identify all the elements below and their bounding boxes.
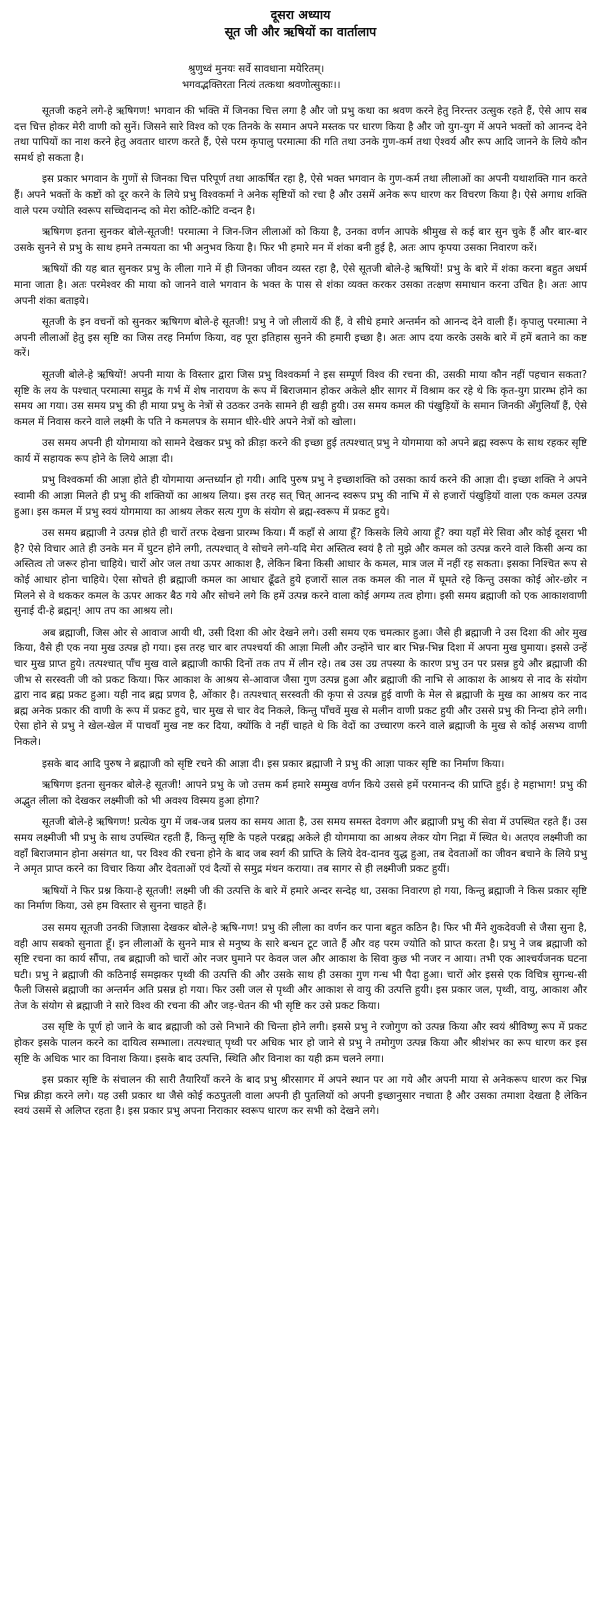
paragraph: उस सृष्टि के पूर्ण हो जाने के बाद ब्रह्माजी को उसे निभाने की चिन्ता होने लगी। इससे प्रभु ने रजोगुण को उत्पन्न किया और स्वयं श्रीविष्णु रूप में प्रकट होकर इसके पालन करने का दायित्व सम्भाला। तत्पश्चात् पृथ्वी पर अधिक भार हो जाने से प्रभु ने तमोगुण उत्पन्न किया और श्रीशंभर का रूप धारण कर इस सृष्टि के अधिक भार का विनाश किया। इसके बाद उत्पत्ति, स्थिति और विनाश का यही क्रम चलने लगा। [14,1022,587,1065]
paragraph: ऋषिगण इतना सुनकर बोले-हे सूतजी! आपने प्रभु के जो उत्तम कर्म हमारे सम्मुख वर्णन किये उससे हमें परमानन्द की प्राप्ति हुई। हे महाभाग! प्रभु की अद्भुत लीला को देखकर लक्ष्मीजी को भी अवश्य विस्मय हुआ होगा? [14,780,587,807]
paragraph: उस समय अपनी ही योगमाया को सामने देखकर प्रभु को क्रीड़ा करने की इच्छा हुई तत्पश्चात् प्रभु ने योगमाया को अपने ब्रह्म स्वरूप के साथ रहकर सृष्टि कार्य में सहायक रूप होने के लिये आज्ञा दी। [14,438,587,465]
shloka-line: भगवद्भक्तिरता नित्यं तत्कथा श्रवणोत्सुकाः।। [182,80,341,91]
paragraph: उस समय सूतजी उनकी जिज्ञासा देखकर बोले-हे ऋषि-गण! प्रभु की लीला का वर्णन कर पाना बहुत कठिन है। फिर भी मैंने शुकदेवजी से जैसा सुना है, वही आप सबको सुनाता हूँ। इन लीलाओं के सुनने मात्र से मनुष्य के सारे बन्धन टूट जाते हैं और वह परम ज्योति को प्राप्त करता है। प्रभु ने जब ब्रह्माजी को सृष्टि रचना का कार्य सौंपा, तब ब्रह्माजी को चारों ओर नजर घुमाने पर केवल जल और आकाश के सिवा कुछ भी नजर न आया। तभी एक आश्चर्यजनक घटना घटी। प्रभु ने ब्रह्माजी की कठिनाई समझकर पृथ्वी की उत्पत्ति की और उसके साथ ही उसका गुण गन्ध भी पैदा हुआ। चारों ओर इससे एक विचित्र सुगन्ध-सी फैली जिससे ब्रह्माजी का अन्तर्मन अति प्रसन्न हो गया। फिर उसी जल से पृथ्वी और आकाश से वायु की उत्पत्ति हुयी। इस प्रकार जल, पृथ्वी, वायु, आकाश और तेज के संयोग से ब्रह्माजी ने सारे विश्व की रचना की और जड़-चेतन की भी सृष्टि कर उसे प्रकट किया। [14,922,588,1012]
shloka-verse [182,62,587,94]
paragraph: इसके बाद आदि पुरुष ने ब्रह्माजी को सृष्टि रचने की आज्ञा दी। इस प्रकार ब्रह्माजी ने प्रभु की आज्ञा पाकर सृष्टि का निर्माण किया। [42,758,505,770]
body-text [14,104,587,1120]
paragraph: ऋषियों ने फिर प्रश्न किया-हे सूतजी! लक्ष्मी जी की उत्पत्ति के बारे में हमारे अन्दर सन्देह था, उसका निवारण हो गया, किन्तु ब्रह्माजी ने किस प्रकार सृष्टि का निर्माण किया, उसे हम विस्तार से सुनना चाहते हैं। [14,885,587,913]
paragraph: ऋषिगण इतना सुनकर बोले-सूतजी! परमात्मा ने जिन-जिन लीलाओं को किया है, उनका वर्णन आपके श्रीमुख से कई बार सुन चुके हैं और बार-बार उसके सुनने से प्रभु के साथ हमने तन्मयता का भी अनुभव किया है। फिर भी हमारे मन में शंका बनी हुई है, अतः आप कृपया उसका निवारण करें। [14,227,587,254]
paragraph: ऋषियों की यह बात सुनकर प्रभु के लीला गाने में ही जिनका जीवन व्यस्त रहा है, ऐसे सूतजी बोले-हे ऋषियों! प्रभु के बारे में शंका करना बहुत अधर्म माना जाता है। अतः परमेश्वर की माया को जानने वाले भगवान के भक्त के पास से शंका व्यक्त करकर उसका तत्क्षण समाधान करना उचित है। अतः आप अपनी शंका बताइये। [14,264,587,307]
paragraph: इस प्रकार सृष्टि के संचालन की सारी तैयारियाँ करने के बाद प्रभु श्रीरसागर में अपने स्थान पर आ गये और अपनी माया से अनेकरूप धारण कर भिन्न भिन्न क्रीड़ा करने लगे। यह उसी प्रकार था जैसे कोई कठपुतली वाला अपनी ही पुतलियों को अपनी इच्छानुसार नचाता है और उसका तमाशा देखता है लेकिन स्वयं उसमें से अलिप्त रहता है। इस प्रकार प्रभु अपना निराकार स्वरूप धारण कर सभी को देखने लगे। [14,1075,587,1118]
paragraph: उस समय ब्रह्माजी ने उत्पन्न होते ही चारों तरफ देखना प्रारम्भ किया। मैं कहाँ से आया हूँ? किसके लिये आया हूँ? क्या यहाँ मेरे सिवा और कोई दूसरा भी है? ऐसे विचार आते ही उनके मन में घुटन होने लगी, तत्पश्चात् वे सोचने लगे-यदि मेरा अस्तित्व स्वयं है तो मुझे और कमल को उत्पन्न करने वाले किसी अन्य का अस्तित्व तो जरूर होना चाहिये। चारों ओर जल तथा ऊपर आकाश है, लेकिन बिना किसी आधार के कमल, मात्र जल में नहीं रह सकता। इसका निश्चित रूप से कोई आधार होना चाहिये। ऐसा सोचते ही ब्रह्माजी कमल का आधार ढूँढते हुये हजारों साल तक कमल की नाल में घूमते रहे किन्तु उसका कोई ओर-छोर न मिलने से वे थककर कमल के ऊपर आकर बैठ गये और सोचने लगे कि हमें उत्पन्न करने वाला कोई अगम्य तत्व होगा। इसी समय ब्रह्माजी को एक आकाशवाणी सुनाई दी-हे ब्रह्मन्! आप तप का आश्रय लो। [14,528,587,618]
paragraph: इस प्रकार भगवान के गुणों से जिनका चित्त परिपूर्ण तथा आकर्षित रहा है, ऐसे भक्त भगवान के गुण-कर्म तथा लीलाओं का अपनी यथाशक्ति गान करते हैं। अपने भक्तों के कष्टों को दूर करने के लिये प्रभु विश्वकर्मा ने अनेक सृष्टियों को रचा है और उसमें अनेक रूप धारण कर विचरण किया है। ऐसे अगाध शक्ति वाले परम ज्योति स्वरूप सच्चिदानन्द को मेरा कोटि-कोटि वन्दन है। [14,174,587,217]
paragraph: अब ब्रह्माजी, जिस ओर से आवाज आयी थी, उसी दिशा की ओर देखने लगे। उसी समय एक चमत्कार हुआ। जैसे ही ब्रह्माजी ने उस दिशा की ओर मुख किया, वैसे ही एक नया मुख उत्पन्न हो गया। इस तरह चार बार तपश्चर्या की आज्ञा मिली और उन्होंने चार बार भिन्न-भिन्न दिशा में अपना मुख घुमाया। इससे उन्हें चार मुख प्राप्त हुये। तत्पश्चात् पाँच मुख वाले ब्रह्माजी काफी दिनों तक तप में लीन रहे। तब उस उग्र तपस्या के कारण प्रभु उन पर प्रसन्न हुये और ब्रह्माजी की जीभ से सरस्वती जी को प्रकट किया। फिर आकाश के आश्रय से-आवाज जैसा गुण उत्पन्न हुआ और ब्रह्माजी की नाभि से आकाश के आश्रय से नाद के संयोग द्वारा नाद ब्रह्म प्रकट हुआ। यही नाद ब्रह्म प्रणव है, ओंकार है। तत्पश्चात् सरस्वती की कृपा से उत्पन्न हुई वाणी के मेल से ब्रह्माजी के मुख का आश्रय कर नाद ब्रह्म अनेक प्रकार की वाणी के रूप में प्रकट हुये, चार मुख से चार वेद निकले, किन्तु पाँचवें मुख से मलीन वाणी प्रकट हुयी और उससे प्रभु की निन्दा होने लगी। ऐसा होने से प्रभु ने खेल-खेल में पाचवाँ मुख नष्ट कर दिया, क्योंकि वे नहीं चाहते थे कि वेदों का उच्चारण करने वाले ब्रह्माजी के मुख से कोई असभ्य वाणी निकले। [14,627,587,748]
paragraph: सूतजी बोले-हे ऋषिगण! प्रत्येक युग में जब-जब प्रलय का समय आता है, उस समय समस्त देवगण और ब्रह्माजी प्रभु की सेवा में उपस्थित रहते हैं। उस समय लक्ष्मीजी भी प्रभु के साथ उपस्थित रहती हैं, किन्तु सृष्टि के पहले परब्रह्म अकेले ही योगमाया का आश्रय लेकर योग निद्रा में स्थित थे। अतएव लक्ष्मीजी का वहाँ बिराजमान होना असंगत था, पर विश्व की रचना होने के बाद जब स्वर्ग की प्राप्ति के लिये देव-दानव युद्ध हुआ, तब देवताओं का जीवन बचाने के लिये प्रभु ने अमृत प्राप्त करने का विचार किया और देवताओं एवं दैत्यों से समुद्र मंथन कराया। तब सागर से ही लक्ष्मीजी प्रकट हुयीं। [14,817,587,876]
chapter-title: सूत जी और ऋषियों का वार्तालाप [224,24,377,39]
paragraph: सूतजी बोले-हे ऋषियों! अपनी माया के विस्तार द्वारा जिस प्रभु विश्वकर्मा ने इस सम्पूर्ण विश्व की रचना की, उसकी माया कौन नहीं पहचान सकता? सृष्टि के लय के पश्चात् परमात्मा समुद्र के गर्भ में शेष नारायण के रूप में बिराजमान होकर अकेले क्षीर सागर में विश्राम कर रहे थे कि कृत-युग प्रारम्भ होने का समय आ गया। उस समय प्रभु की ही माया प्रभु के नेत्रों से उठकर उनके सामने ही खड़ी हुयी। उस समय कमल की पंखुड़ियों के समान जिनकी अँगुलियाँ हैं, ऐसे कमल में निवास करने वाले लक्ष्मी के पति ने कमलपत्र के समान धीरे-धीरे अपने नेत्रों को खोला। [14,369,587,428]
paragraph: प्रभु विश्वकर्मा की आज्ञा होते ही योगमाया अन्तर्ध्यान हो गयी। आदि पुरुष प्रभु ने इच्छाशक्ति को उसका कार्य करने की आज्ञा दी। इच्छा शक्ति ने अपने स्वामी की आज्ञा मिलते ही प्रभु की शक्तियों का आश्रय लिया। इस तरह सत् चित् आनन्द स्वरूप प्रभु की नाभि में से हजारों पंखुड़ियों वाला एक कमल उत्पन्न हुआ। इस कमल में प्रभु स्वयं योगमाया का आश्रय लेकर सत्य गुण के संयोग से ब्रह्म-स्वरूप में प्रकट हुये। [14,475,587,518]
paragraph: सूतजी के इन वचनों को सुनकर ऋषिगण बोले-हे सूतजी! प्रभु ने जो लीलायें की हैं, वे सीधे हमारे अन्तर्मन को आनन्द देने वाली हैं। कृपालु परमात्मा ने अपनी लीलाओं हेतु इस सृष्टि का जिस तरह निर्माण किया, वह पूरा इतिहास सुनने की हमारी इच्छा है। अतः आप दया करके उसके बारे में हमें बताने का कष्ट करें। [14,317,587,360]
shloka-line: श्रुणुध्वं मुनयः सर्वे सावधाना मयेरितम्। [188,64,325,75]
paragraph: सूतजी कहने लगे-हे ऋषिगण! भगवान की भक्ति में जिनका चित्त लगा है और जो प्रभु कथा का श्रवण करने हेतु निरन्तर उत्सुक रहते हैं, ऐसे आप सब दत्त चित्त होकर मेरी वाणी को सुनें। जिसने सारे विश्व को एक तिनके के समान अपने मस्तक पर धारण किया है और जो युग-युग में अपने भक्तों को आनन्द देने तथा पापियों का नाश करने हेतु अवतार धारण करते हैं, ऐसे परम कृपालु परमात्मा की गति तथा उनके गुण-कर्म तथा ऐश्वर्य और रूप आदि जानने के लिये कौन समर्थ हो सकता है। [14,106,587,164]
chapter-heading: दूसरा अध्याय [270,7,331,22]
